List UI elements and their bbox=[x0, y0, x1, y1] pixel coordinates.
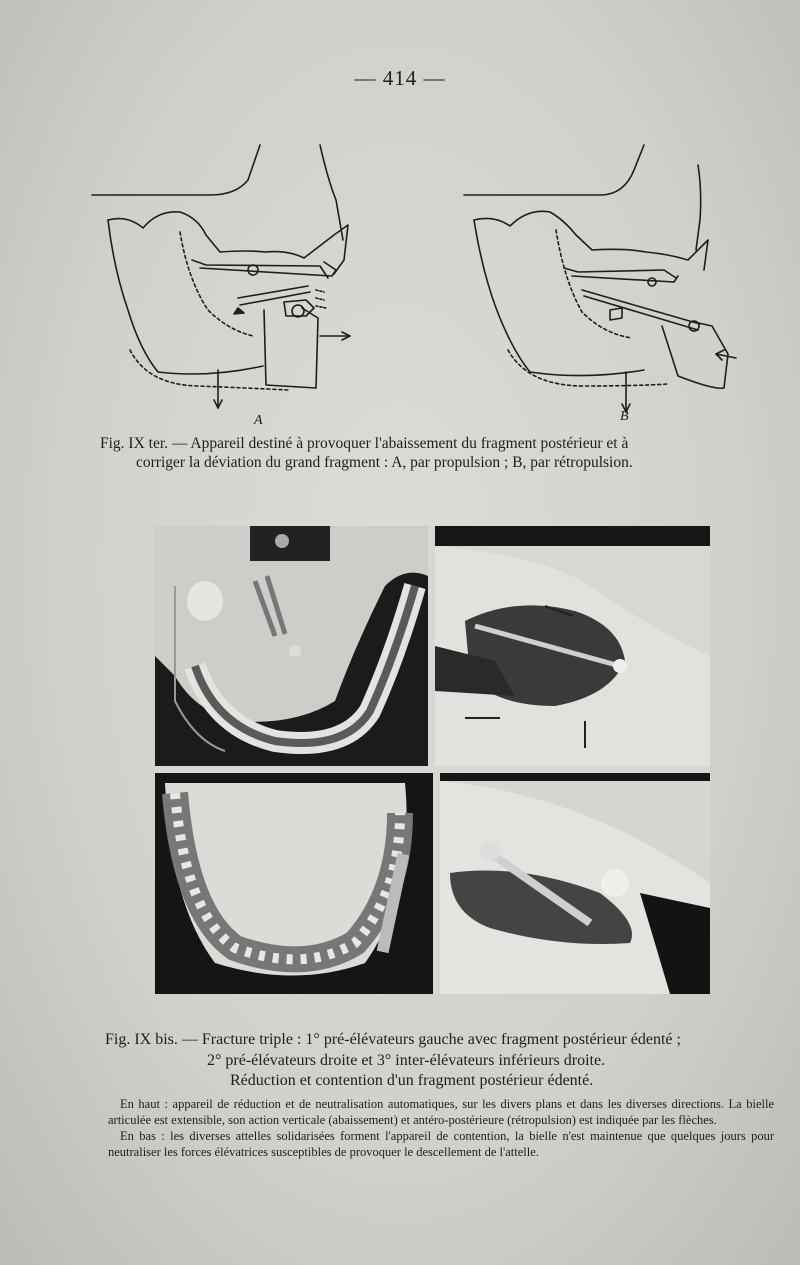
photo-top-left bbox=[155, 526, 428, 766]
diagram-a bbox=[92, 145, 350, 408]
caption-mid-line-1: Fig. IX bis. — Fracture triple : 1° pré-élévateurs gauche avec fragment postérieur édenté ; bbox=[105, 1031, 681, 1048]
caption-mid-line-2: 2° pré-élévateurs droite et 3° inter-élévateurs inférieurs droite. bbox=[207, 1051, 606, 1069]
figure-caption-photos bbox=[105, 1030, 775, 1092]
figure-caption-top bbox=[100, 434, 768, 472]
photo-bottom-right bbox=[440, 773, 710, 994]
caption-top-line-2: corriger la déviation du grand fragment : A, par propulsion ; B, par rétropulsion. bbox=[136, 454, 633, 471]
figure-notes bbox=[108, 1097, 774, 1161]
diagram-b bbox=[464, 145, 736, 412]
diagram-label-b: B bbox=[620, 409, 629, 424]
diagram-label-a: A bbox=[254, 413, 263, 428]
photo-top-right bbox=[435, 526, 710, 766]
photo-bottom-left bbox=[155, 773, 433, 994]
caption-mid-line-3: Réduction et contention d'un fragment postérieur édenté. bbox=[230, 1072, 594, 1089]
caption-top-line-1: Fig. IX ter. — Appareil destiné à provoquer l'abaissement du fragment postérieur et à bbox=[100, 435, 629, 452]
page-number: — 414 — bbox=[354, 66, 446, 90]
jaw-diagrams bbox=[88, 140, 760, 432]
note-paragraph-2: En bas : les diverses attelles solidarisées forment l'appareil de contention, la bielle n'est maintenue que quelques jours pour neutraliser les forces élévatrices susceptibles de provoquer le descellement de l'attelle. bbox=[108, 1129, 774, 1159]
note-paragraph-1: En haut : appareil de réduction et de neutralisation automatiques, sur les divers plans et dans les diverses directions. La bielle articulée est extensible, son action verticale (abaissement) et antéro-postérieure (rétropulsion) est indiquée par les flèches. bbox=[108, 1097, 774, 1127]
photo-plate-grid bbox=[155, 526, 710, 994]
